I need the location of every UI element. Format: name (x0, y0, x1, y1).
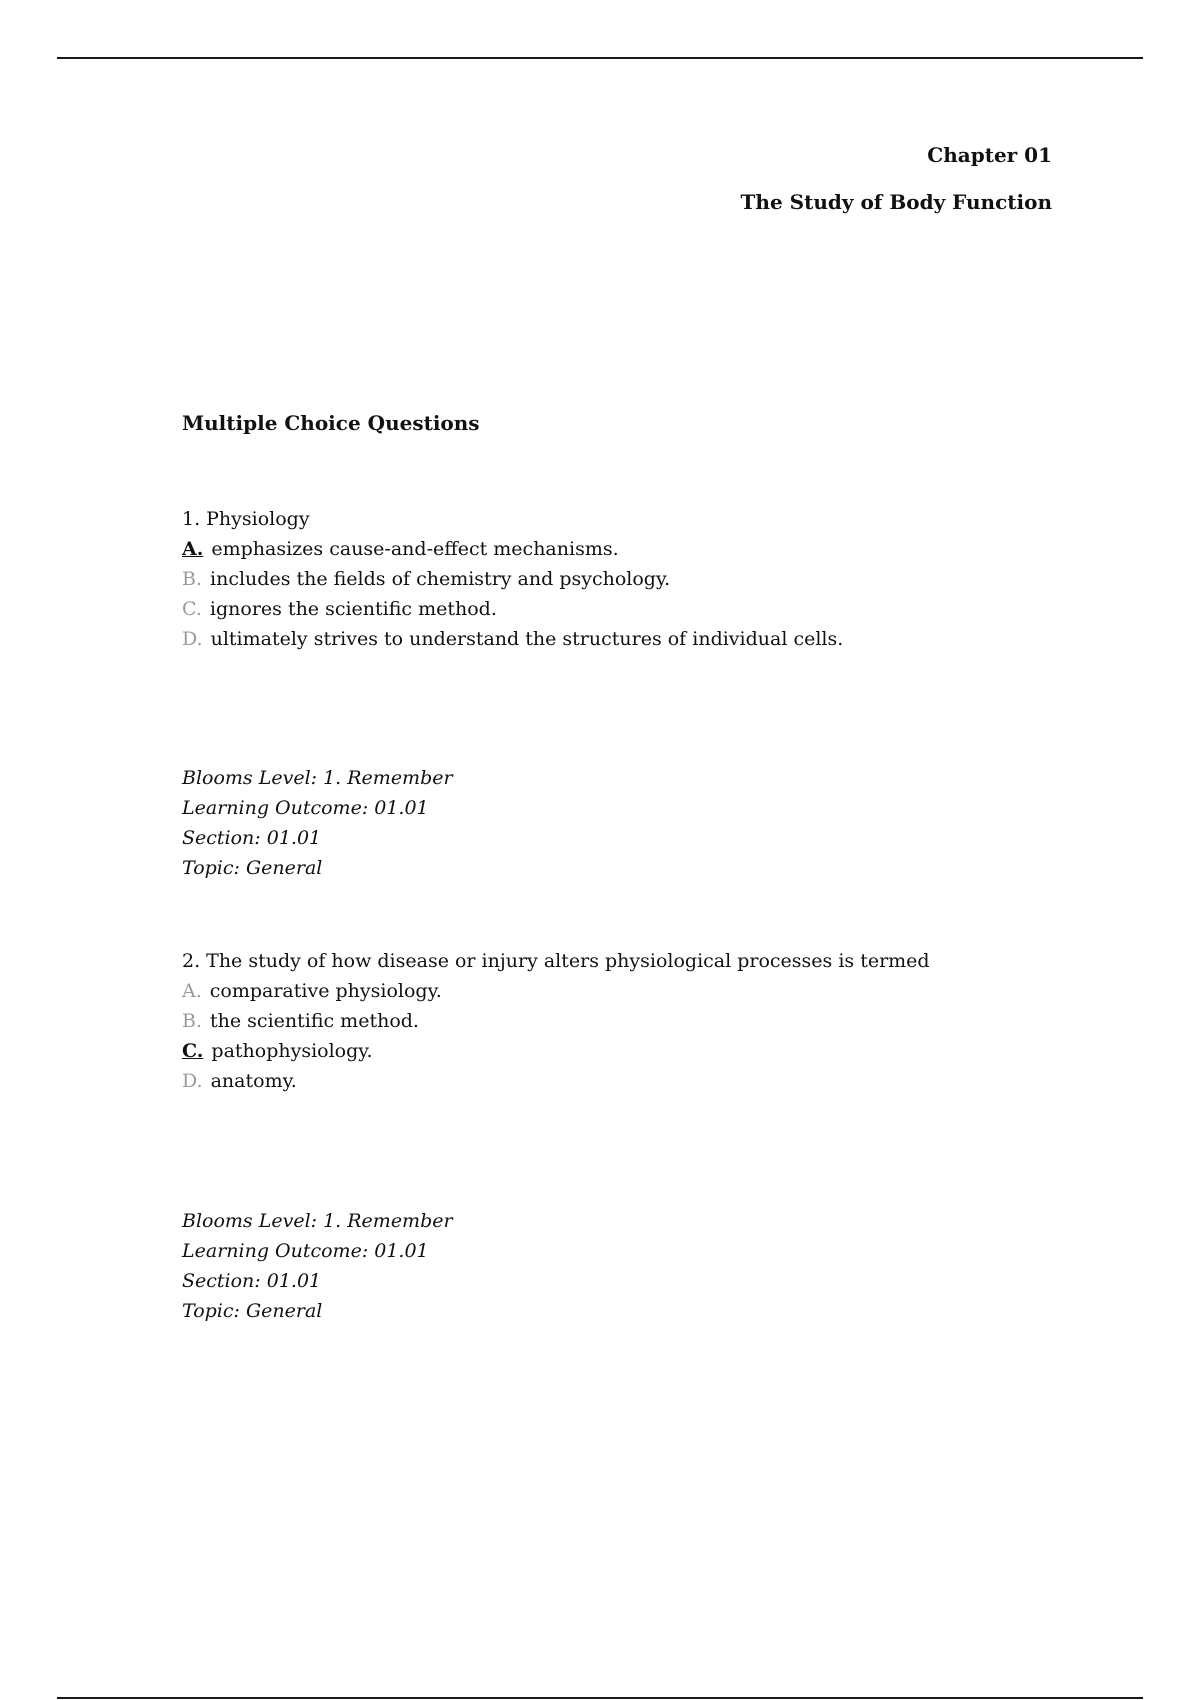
answer-option-c (182, 594, 843, 624)
question-2 (182, 946, 930, 1096)
question-number: 2. (182, 950, 201, 972)
option-text: ultimately strives to understand the structures of individual cells. (210, 628, 844, 650)
question-text: Physiology (206, 508, 310, 530)
question-2-metadata (182, 1206, 453, 1326)
option-text: ignores the scientific method. (209, 598, 497, 620)
option-letter: B. (182, 568, 203, 590)
answer-option-d (182, 624, 843, 654)
topic: Topic: General (182, 1300, 323, 1322)
learning-outcome: Learning Outcome: 01.01 (182, 797, 429, 819)
option-letter: D. (182, 1070, 203, 1092)
option-letter-correct: C. (182, 1040, 204, 1062)
section-number: Section: 01.01 (182, 1270, 322, 1292)
option-text: anatomy. (210, 1070, 297, 1092)
answer-option-a (182, 534, 843, 564)
chapter-header (741, 145, 1052, 212)
option-letter: D. (182, 628, 203, 650)
option-text: emphasizes cause-and-effect mechanisms. (211, 538, 619, 560)
learning-outcome: Learning Outcome: 01.01 (182, 1240, 429, 1262)
section-heading: Multiple Choice Questions (182, 411, 480, 435)
answer-option-b (182, 1006, 930, 1036)
question-number: 1. (182, 508, 201, 530)
blooms-level: Blooms Level: 1. Remember (182, 767, 453, 789)
blooms-level: Blooms Level: 1. Remember (182, 1210, 453, 1232)
question-1-metadata (182, 763, 453, 883)
option-text: includes the fields of chemistry and psychology. (210, 568, 671, 590)
section-number: Section: 01.01 (182, 827, 322, 849)
question-1 (182, 504, 843, 654)
answer-option-d (182, 1066, 930, 1096)
option-text: comparative physiology. (209, 980, 442, 1002)
option-letter: C. (182, 598, 202, 620)
answer-option-c (182, 1036, 930, 1066)
topic: Topic: General (182, 857, 323, 879)
answer-option-a (182, 976, 930, 1006)
question-text: The study of how disease or injury alters physiological processes is termed (206, 950, 930, 972)
option-letter-correct: A. (182, 538, 204, 560)
chapter-title: The Study of Body Function (740, 190, 1052, 214)
top-rule (57, 57, 1143, 59)
option-text: the scientific method. (210, 1010, 419, 1032)
chapter-label: Chapter 01 (927, 143, 1052, 167)
answer-option-b (182, 564, 843, 594)
option-text: pathophysiology. (211, 1040, 373, 1062)
option-letter: A. (182, 980, 202, 1002)
option-letter: B. (182, 1010, 203, 1032)
question-stem (182, 504, 843, 534)
bottom-rule (57, 1697, 1143, 1699)
question-stem (182, 946, 930, 976)
